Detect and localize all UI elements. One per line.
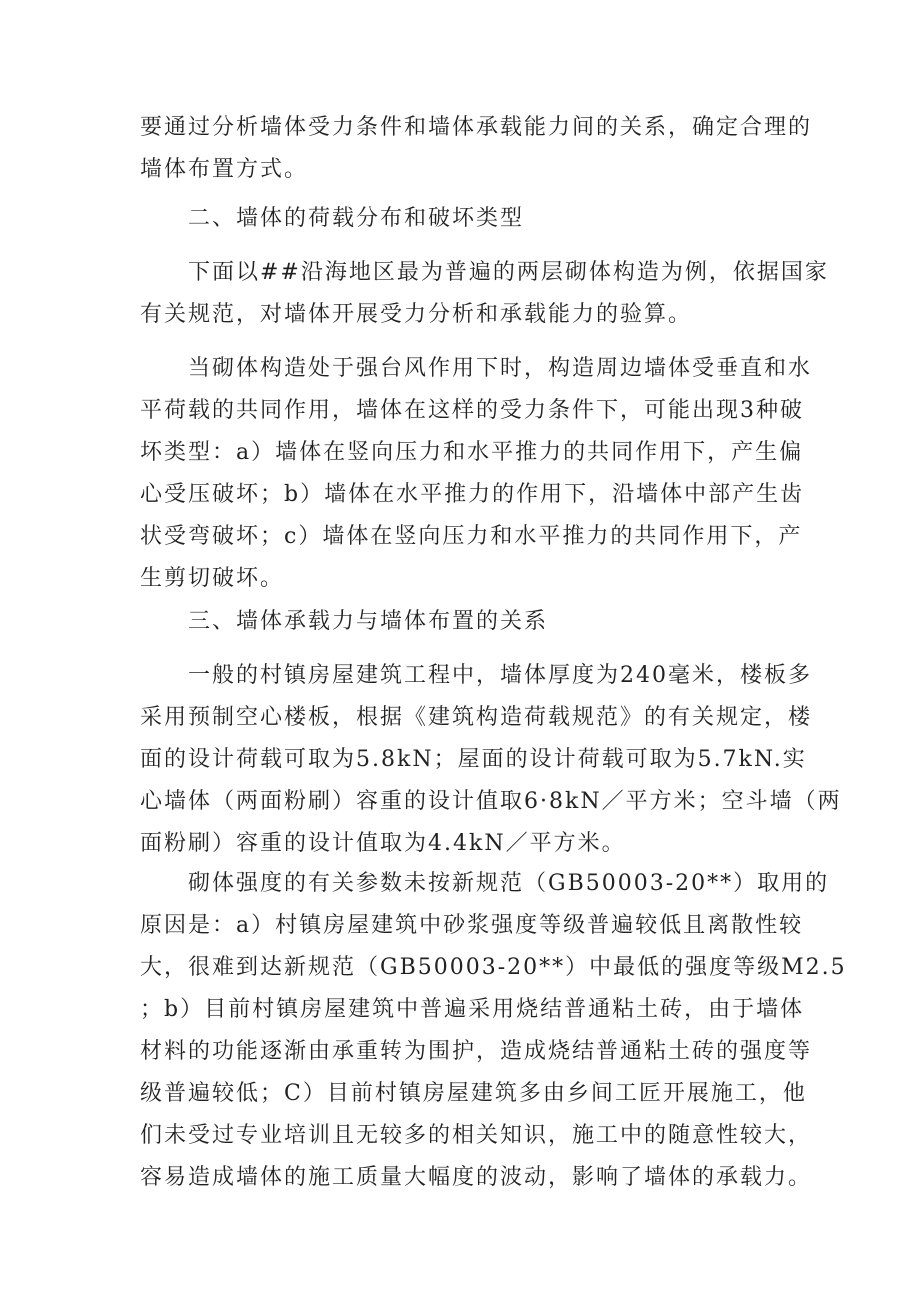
paragraph-line: 面的设计荷载可取为5.8kN；屋面的设计荷载可取为5.7kN.实 [140,747,807,772]
paragraph-line: 原因是：a）村镇房屋建筑中砂浆强度等级普遍较低且离散性较 [140,913,804,938]
paragraph-line: 平荷载的共同作用，墙体在这样的受力条件下，可能出现3种破 [140,398,804,423]
paragraph-line: 要通过分析墙体受力条件和墙体承载能力间的关系，确定合理的 [140,115,813,140]
paragraph-line: 当砌体构造处于强台风作用下时，构造周边墙体受垂直和水 [188,356,813,381]
paragraph-line: 墙体布置方式。 [140,157,309,182]
paragraph-line: 下面以##沿海地区最为普遍的两层砌体构造为例，依据国家 [188,260,829,285]
paragraph-line: 们未受过专业培训且无较多的相关知识，施工中的随意性较大， [140,1123,813,1148]
paragraph-line: 心墙体（两面粉刷）容重的设计值取6·8kN／平方米；空斗墙（两 [140,789,842,814]
section-heading: 三、墙体承载力与墙体布置的关系 [188,609,549,634]
paragraph-line: ；b）目前村镇房屋建筑中普遍采用烧结普通粘土砖，由于墙体 [140,997,805,1022]
paragraph-line: 心受压破坏；b）墙体在水平推力的作用下，沿墙体中部产生齿 [140,482,805,507]
paragraph-line: 材料的功能逐渐由承重转为围护，造成烧结普通粘土砖的强度等 [140,1039,813,1064]
paragraph-line: 面粉刷）容重的设计值取为4.4kN／平方米。 [140,831,626,856]
paragraph-line: 坏类型：a）墙体在竖向压力和水平推力的共同作用下，产生偏 [140,440,804,465]
section-heading: 二、墙体的荷载分布和破坏类型 [188,206,525,231]
paragraph-line: 状受弯破坏；c）墙体在竖向压力和水平推力的共同作用下，产 [140,524,803,549]
paragraph-line: 采用预制空心楼板，根据《建筑构造荷载规范》的有关规定，楼 [140,705,813,730]
paragraph-line: 一般的村镇房屋建筑工程中，墙体厚度为240毫米，楼板多 [188,663,812,688]
paragraph-line: 有关规范，对墙体开展受力分析和承载能力的验算。 [140,302,693,327]
paragraph-line: 容易造成墙体的施工质量大幅度的波动，影响了墙体的承载力。 [140,1165,813,1190]
paragraph-line: 级普遍较低；C）目前村镇房屋建筑多由乡间工匠开展施工，他 [140,1081,807,1106]
paragraph-line: 大，很难到达新规范（GB50003-20**）中最低的强度等级M2.5 [140,955,847,980]
paragraph-line: 生剪切破坏。 [140,566,285,591]
paragraph-line: 砌体强度的有关参数未按新规范（GB50003-20**）取用的 [188,871,830,896]
